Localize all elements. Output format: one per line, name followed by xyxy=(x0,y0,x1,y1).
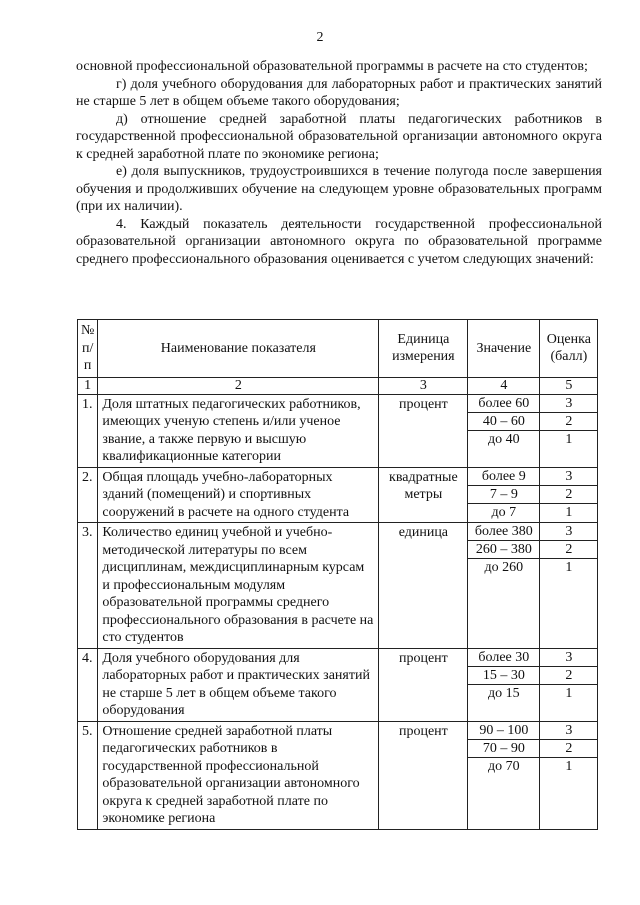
column-number: 4 xyxy=(468,377,540,394)
value-range: 15 – 30 xyxy=(468,667,539,685)
scores xyxy=(540,394,598,467)
score-value: 1 xyxy=(565,504,573,520)
score-value: 1 xyxy=(565,560,573,575)
score-value: 3 xyxy=(540,395,597,413)
scores xyxy=(540,467,598,523)
indicator-name: Доля учебного оборудования для лабораторных работ и практических занятий не старше 5 лет в общем объеме такого оборудования xyxy=(98,648,379,721)
score-value: 2 xyxy=(540,541,597,559)
header-no: № п/п xyxy=(78,320,98,378)
paragraph: 4. Каждый показатель деятельности государственной профессиональной образовательной организации автономного округа по образовательной программе среднего профессионального образования оценивается с учетом следующих значений: xyxy=(76,216,602,267)
table-row xyxy=(78,467,598,523)
score-value: 3 xyxy=(540,649,597,667)
unit-of-measure: квадратные метры xyxy=(379,467,468,523)
score-value: 3 xyxy=(540,468,597,486)
score-value: 2 xyxy=(540,667,597,685)
score-value: 3 xyxy=(540,722,597,740)
score-value: 2 xyxy=(540,413,597,431)
value-range: 90 – 100 xyxy=(468,722,539,740)
row-number: 3. xyxy=(78,523,98,649)
paragraph: е) доля выпускников, трудоустроившихся в течение полугода после завершения обучения и продолживших обучение на следующем уровне образовательных программ (при их наличии). xyxy=(76,164,602,214)
header-score: Оценка (балл) xyxy=(540,320,598,378)
table-row xyxy=(78,648,598,721)
value-ranges xyxy=(468,648,540,721)
row-number: 2. xyxy=(78,467,98,523)
value-ranges xyxy=(468,394,540,467)
value-range: более 380 xyxy=(468,523,539,541)
value-range: до 15 xyxy=(488,685,520,701)
value-range: до 70 xyxy=(488,758,520,774)
score-value: 1 xyxy=(565,685,573,701)
value-range: 40 – 60 xyxy=(468,413,539,431)
score-value: 2 xyxy=(540,486,597,504)
column-numbers-row xyxy=(78,377,598,394)
unit-of-measure: процент xyxy=(379,648,468,721)
row-number: 1. xyxy=(78,394,98,467)
table-header-row xyxy=(78,320,598,378)
body-text xyxy=(76,58,602,268)
indicator-name: Доля штатных педагогических работников, имеющих ученую степень и/или ученое звание, а также первую и высшую квалификационные категории xyxy=(98,394,379,467)
value-ranges xyxy=(468,523,540,649)
paragraph: основной профессиональной образовательной программы в расчете на сто студентов; xyxy=(76,59,588,74)
unit-of-measure: единица xyxy=(379,523,468,649)
scores xyxy=(540,523,598,649)
paragraph: д) отношение средней заработной платы педагогических работников в государственной профессиональной образовательной организации автономного округа к средней заработной плате по экономике региона; xyxy=(76,111,602,162)
value-ranges xyxy=(468,721,540,829)
header-value: Значение xyxy=(468,320,540,378)
score-value: 3 xyxy=(540,523,597,541)
column-number: 5 xyxy=(540,377,598,394)
table-row xyxy=(78,523,598,649)
column-number: 1 xyxy=(78,377,98,394)
value-range: 260 – 380 xyxy=(468,541,539,559)
indicator-name: Количество единиц учебной и учебно-методической литературы по всем дисциплинам, междисциплинарным курсам и профессиональным модулям образовательной программы среднего профессионального образования в расчете на сто студентов xyxy=(98,523,379,649)
value-range: более 60 xyxy=(468,395,539,413)
unit-of-measure: процент xyxy=(379,394,468,467)
header-unit: Единица измерения xyxy=(379,320,468,378)
header-name: Наименование показателя xyxy=(98,320,379,378)
score-value: 1 xyxy=(565,431,573,447)
table-row xyxy=(78,394,598,467)
indicators-table xyxy=(77,319,598,830)
value-range: до 260 xyxy=(484,560,524,575)
value-ranges xyxy=(468,467,540,523)
value-range: до 7 xyxy=(491,504,517,520)
value-range: до 40 xyxy=(488,431,520,447)
table-row xyxy=(78,721,598,829)
value-range: 70 – 90 xyxy=(468,740,539,758)
score-value: 2 xyxy=(540,740,597,758)
column-number: 2 xyxy=(98,377,379,394)
paragraph: г) доля учебного оборудования для лабораторных работ и практических занятий не старше 5 лет в общем объеме такого оборудования; xyxy=(76,76,602,109)
table-body xyxy=(78,394,598,829)
score-value: 1 xyxy=(565,758,573,774)
unit-of-measure: процент xyxy=(379,721,468,829)
column-number: 3 xyxy=(379,377,468,394)
row-number: 4. xyxy=(78,648,98,721)
value-range: 7 – 9 xyxy=(468,486,539,504)
value-range: более 9 xyxy=(468,468,539,486)
indicator-name: Общая площадь учебно-лабораторных зданий (помещений) и спортивных сооружений в расчете на одного студента xyxy=(98,467,379,523)
indicator-name: Отношение средней заработной платы педагогических работников в государственной профессиональной образовательной организации автономного округа к средней заработной плате по экономике региона xyxy=(98,721,379,829)
scores xyxy=(540,648,598,721)
page-number: 2 xyxy=(316,30,324,45)
scores xyxy=(540,721,598,829)
value-range: более 30 xyxy=(468,649,539,667)
row-number: 5. xyxy=(78,721,98,829)
